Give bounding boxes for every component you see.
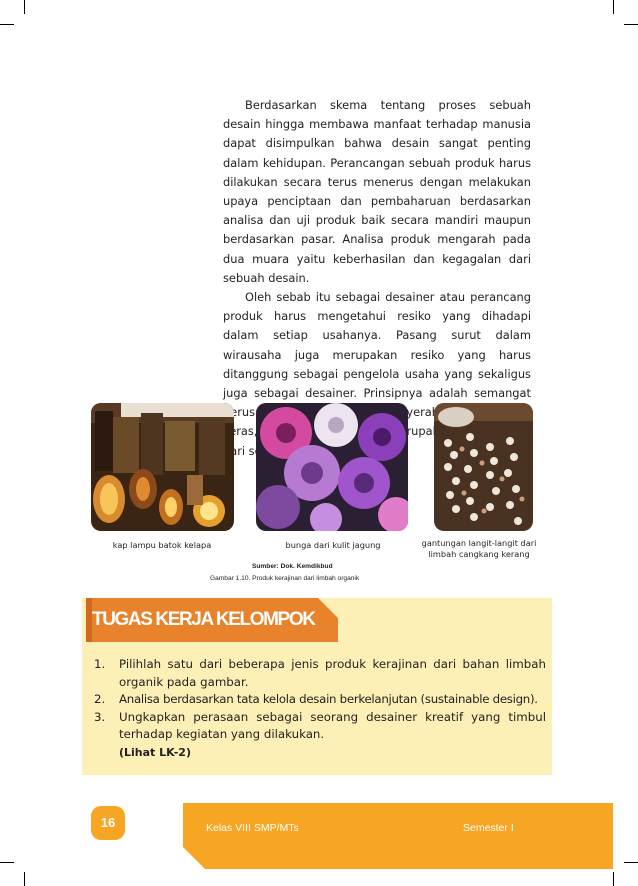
- paragraph-1: Berdasarkan skema tentang proses sebuah desain hingga membawa manfaat terhadap manusia dapat disimpulkan bahwa desain sangat penting dalam kehidupan. Perancangan sebuah produk harus dilakukan secara terus menerus dengan melakukan upaya penciptaan dan pembaharuan berdasarkan analisa dan uji produk baik secara mandiri maupun berdasarkan pasar. Analisa produk mengarah pada dua muara yaitu keberhasilan dan kegagalan dari sebuah desain.: [223, 98, 531, 285]
- task-item-number: 2.: [94, 692, 106, 706]
- crop-mark: [613, 872, 614, 886]
- task-item: [94, 691, 546, 709]
- task-item-number: 3.: [94, 709, 106, 724]
- page-number: 16: [91, 806, 125, 840]
- crop-mark: [0, 24, 14, 25]
- task-reference: (Lihat LK-2): [119, 745, 191, 759]
- footer-class-label: Kelas VIII SMP/MTs: [206, 822, 299, 834]
- crop-mark: [24, 0, 25, 14]
- figure-title: Gambar 1.10. Produk kerajinan dari limbah organik: [210, 575, 360, 582]
- photo-corn-husk-flowers: [256, 403, 408, 531]
- crop-mark: [24, 872, 25, 886]
- footer-bar: [183, 803, 613, 869]
- figure-source: Sumber: Dok. Kemdikbud: [252, 563, 333, 570]
- caption-corn-husk-flowers: bunga dari kulit jagung: [285, 540, 381, 550]
- task-item-text: Ungkapkan perasaan sebagai seorang desainer kreatif yang timbul terhadap kegiatan yang dilakukan.: [119, 709, 546, 741]
- photo-coconut-shell-lamp: [91, 403, 234, 531]
- caption-shell-hanging: gantungan langit-langit dari limbah cangkang kerang: [421, 538, 537, 559]
- crop-mark: [624, 24, 638, 25]
- task-item: [94, 709, 546, 744]
- task-item-text: Analisa berdasarkan tata kelola desain berkelanjutan (sustainable design).: [119, 692, 538, 706]
- task-item: [94, 656, 546, 691]
- task-item-number: 1.: [94, 657, 106, 671]
- crop-mark: [613, 0, 614, 14]
- task-list: [94, 656, 546, 761]
- photo-shell-hanging: [434, 403, 533, 531]
- paragraph-2: Oleh sebab itu sebagai desainer atau perancang produk harus mengetahui resiko yang dihadapi dalam setiap usahanya. Pasang surut dalam wirausaha juga merupakan resiko yang harus ditanggung sebagai pengelola usaha yang sekaligus juga sebagai desainer. Prinsipnya adalah semangat berusaha, menyerah, keras, merupakan dari: [223, 290, 531, 458]
- footer-semester-label: Semester I: [463, 822, 514, 834]
- crop-mark: [0, 862, 14, 863]
- caption-coconut-shell-lamp: kap lampu batok kelapa: [112, 540, 212, 550]
- task-title: TUGAS KERJA KELOMPOK: [92, 609, 315, 630]
- crop-mark: [624, 862, 638, 863]
- task-item-text: Pilihlah satu dari beberapa jenis produk kerajinan dari bahan limbah organik pada gambar.: [119, 657, 546, 689]
- task-reference-row: [94, 744, 546, 762]
